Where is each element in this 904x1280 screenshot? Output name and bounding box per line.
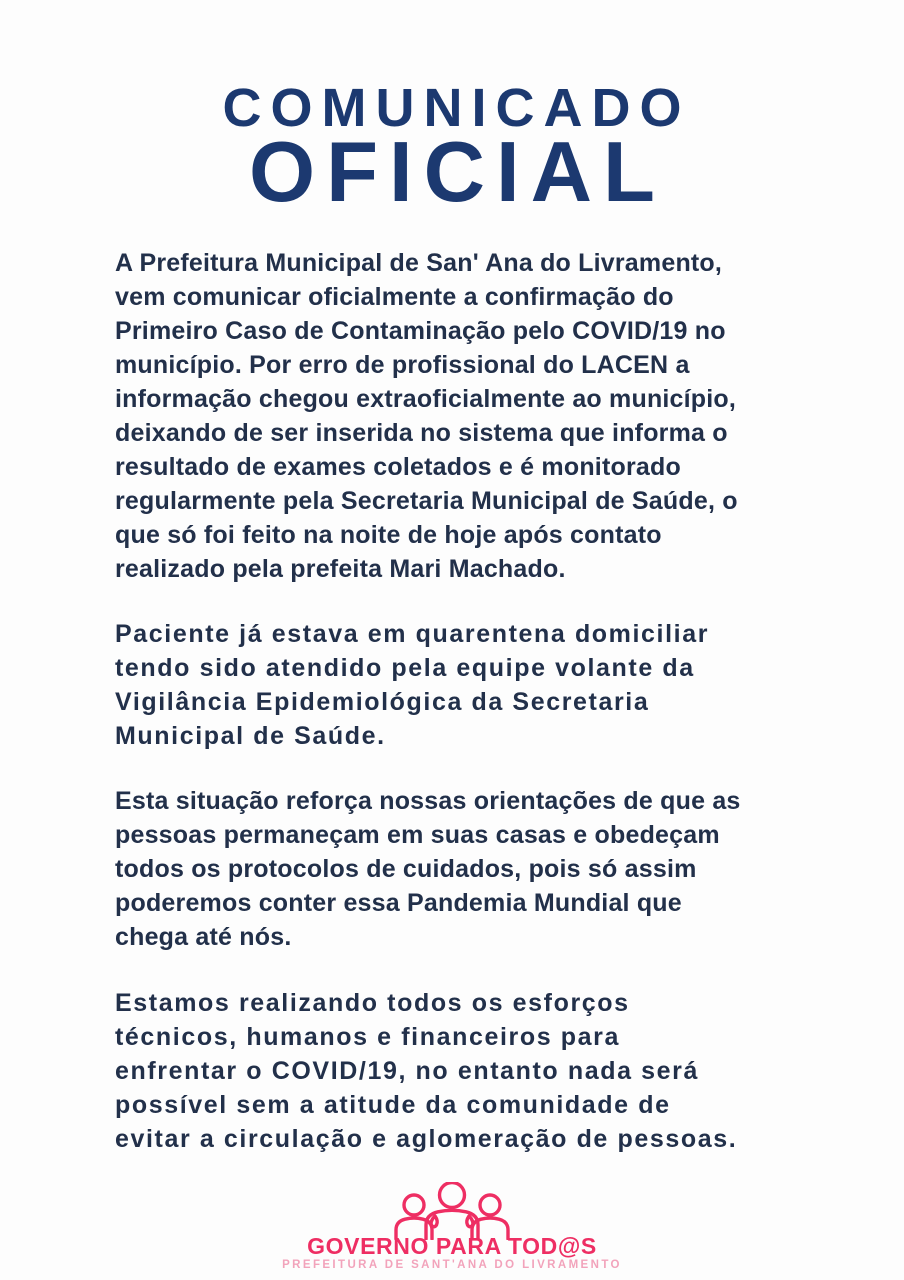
text-line: Primeiro Caso de Contaminação pelo COVID/19 no xyxy=(115,317,726,345)
body-paragraph-2 xyxy=(115,617,709,753)
logo-title: GOVERNO PARA TOD@S xyxy=(307,1233,597,1259)
document-title xyxy=(0,78,904,220)
text-line: técnicos, humanos e financeiros para xyxy=(115,1023,620,1051)
text-line: tendo sido atendido pela equipe volante da xyxy=(115,654,695,682)
text-line: evitar a circulação e aglomeração de pessoas. xyxy=(115,1125,738,1153)
text-line: todos os protocolos de cuidados, pois só assim xyxy=(115,855,697,883)
text-line: município. Por erro de profissional do LACEN a xyxy=(115,351,690,379)
governo-para-todos-logo xyxy=(0,1182,904,1272)
text-line: deixando de ser inserida no sistema que informa o xyxy=(115,419,728,447)
body-paragraph-4 xyxy=(115,986,737,1156)
text-line: realizado pela prefeita Mari Machado. xyxy=(115,555,566,583)
text-line: enfrentar o COVID/19, no entanto nada será xyxy=(115,1057,699,1085)
text-line: A Prefeitura Municipal de San' Ana do Livramento, xyxy=(115,249,723,277)
text-line: vem comunicar oficialmente a confirmação do xyxy=(115,283,674,311)
text-line: informação chegou extraoficialmente ao município, xyxy=(115,385,737,413)
text-line: Paciente já estava em quarentena domiciliar xyxy=(115,620,710,648)
three-people-outline-icon xyxy=(368,1182,536,1240)
body-paragraph-1 xyxy=(115,246,738,586)
body-paragraph-3 xyxy=(115,784,741,954)
text-line: que só foi feito na noite de hoje após contato xyxy=(115,521,662,549)
title-line-oficial: OFICIAL xyxy=(249,125,666,220)
title-line-comunicado: COMUNICADO xyxy=(222,78,691,138)
text-line: Esta situação reforça nossas orientações de que as xyxy=(115,787,741,815)
text-line: Estamos realizando todos os esforços xyxy=(115,989,630,1017)
text-line: Vigilância Epidemiológica da Secretaria xyxy=(115,688,650,716)
text-line: chega até nós. xyxy=(115,923,292,951)
text-line: resultado de exames coletados e é monitorado xyxy=(115,453,681,481)
text-line: poderemos conter essa Pandemia Mundial que xyxy=(115,889,682,917)
text-line: regularmente pela Secretaria Municipal de Saúde, o xyxy=(115,487,738,515)
text-line: Municipal de Saúde. xyxy=(115,722,386,750)
text-line: pessoas permaneçam em suas casas e obedeçam xyxy=(115,821,720,849)
text-line: possível sem a atitude da comunidade de xyxy=(115,1091,671,1119)
logo-subtitle: PREFEITURA DE SANT'ANA DO LIVRAMENTO xyxy=(282,1259,622,1271)
